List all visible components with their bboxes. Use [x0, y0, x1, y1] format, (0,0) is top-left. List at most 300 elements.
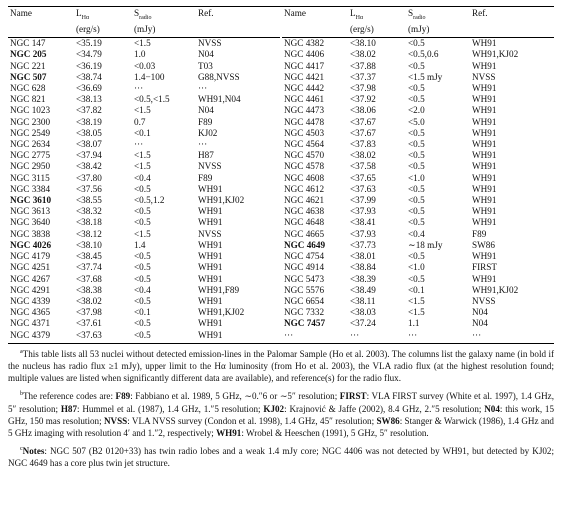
halpha-luminosity-cell: <38.01 [350, 251, 376, 262]
reference-cell: KJ02 [198, 127, 218, 138]
table-row [282, 285, 554, 296]
table-row [8, 128, 280, 139]
table-row [8, 139, 280, 150]
halpha-luminosity-cell: <37.37 [350, 71, 376, 82]
radio-flux-cell: <0.5,<1.5 [134, 94, 170, 105]
table-row [282, 128, 554, 139]
table-row [8, 318, 280, 329]
table-row [8, 173, 280, 184]
radio-flux-cell: <1.5 [408, 307, 425, 318]
reference-cell: T03 [198, 60, 213, 71]
left-header-row [8, 7, 280, 37]
left-table-column [8, 7, 280, 341]
table-row [8, 61, 280, 72]
galaxy-name-cell: NGC 7457 [284, 318, 326, 329]
radio-flux-cell: 1.0 [134, 49, 146, 60]
reference-cell: WH91 [198, 329, 223, 340]
table-grid [8, 7, 554, 341]
galaxy-name-cell: NGC 4339 [10, 295, 51, 306]
table-row [8, 49, 280, 60]
galaxy-name-cell: NGC 628 [10, 83, 46, 94]
radio-flux-cell: <0.1 [134, 307, 151, 318]
radio-flux-cell: <0.5 [408, 60, 425, 71]
reference-cell: WH91 [472, 139, 497, 150]
galaxy-name-cell: NGC 205 [10, 49, 47, 60]
halpha-luminosity-cell: <37.94 [76, 150, 102, 161]
note-c: $^c$Notes: NGC 507 (B2 0120+33) has twin radio lobes and a weak 1.4 mJy core; NGC 4406 was not detected by WH91, but detected by KJ02; NGC 4649 has a core plus twin jet structure. [8, 446, 554, 469]
galaxy-name-cell: NGC 2634 [10, 139, 51, 150]
radio-flux-cell: <0.5 [408, 150, 425, 161]
reference-code: F89 [115, 391, 131, 402]
reference-cell: NVSS [198, 228, 222, 239]
table-row [8, 229, 280, 240]
reference-cell: N04 [472, 318, 488, 329]
table-row [282, 38, 554, 49]
radio-flux-cell: <0.5 [134, 262, 151, 273]
halpha-luminosity-cell: <37.58 [350, 161, 376, 172]
reference-code: FIRST [339, 391, 367, 402]
galaxy-name-cell: NGC 2775 [10, 150, 51, 161]
reference-cell: WH91 [472, 94, 497, 105]
reference-cell: WH91 [472, 60, 497, 71]
radio-flux-cell: <0.5 [408, 94, 425, 105]
halpha-luminosity-cell: <38.18 [76, 217, 102, 228]
col-header-name: Name [10, 8, 32, 18]
radio-flux-cell: <0.5 [408, 251, 425, 262]
table-row [282, 72, 554, 83]
halpha-luminosity-cell: <37.67 [350, 116, 376, 127]
galaxy-name-cell: NGC 3610 [10, 195, 52, 206]
reference-cell: WH91 [472, 251, 497, 262]
radio-flux-cell: <1.0 [408, 262, 425, 273]
radio-flux-cell: <0.4 [134, 284, 151, 295]
bottom-rule [8, 343, 554, 344]
halpha-luminosity-cell: <37.61 [76, 318, 102, 329]
reference-code: H87 [60, 403, 78, 414]
halpha-luminosity-cell: <36.19 [76, 60, 102, 71]
halpha-luminosity-cell: <38.11 [350, 295, 376, 306]
note-a: $^a$This table lists all 53 nuclei without detected emission-lines in the Palomar Sample (Ho et al. 2003). The columns list the galaxy name (in bold if the nucleus has radio flux ≥1 mJy), upper limit to the Hα luminosity (from Ho et al. 2003), the VLA radio flux (at the highest resolution found; multiple values are listed when significantly different data are available), and reference(s) for the radio flux. [8, 348, 554, 384]
table-row [8, 184, 280, 195]
galaxy-name-cell: NGC 3613 [10, 206, 51, 217]
table-row [8, 94, 280, 105]
halpha-luminosity-cell: <38.39 [350, 273, 376, 284]
table-row [8, 285, 280, 296]
galaxy-name-cell: NGC 4612 [284, 183, 325, 194]
galaxy-name-cell: NGC 4406 [284, 49, 325, 60]
galaxy-name-cell: NGC 4026 [10, 239, 52, 250]
radio-flux-cell: <0.5 [408, 183, 425, 194]
reference-cell: WH91 [472, 116, 497, 127]
galaxy-name-cell: NGC 2950 [10, 161, 51, 172]
radio-flux-cell: <0.5 [408, 273, 425, 284]
galaxy-name-cell: NGC 6654 [284, 295, 325, 306]
right-header-row [282, 7, 554, 37]
galaxy-name-cell: NGC 221 [10, 60, 46, 71]
reference-cell: G88,NVSS [198, 71, 240, 82]
radio-flux-cell: 1.4−100 [134, 71, 165, 82]
table-row [282, 173, 554, 184]
halpha-luminosity-cell: <38.02 [76, 295, 102, 306]
galaxy-name-cell: NGC 507 [10, 71, 47, 82]
radio-flux-cell: ··· [134, 83, 144, 94]
galaxy-name-cell: ··· [284, 329, 294, 340]
galaxy-name-cell: NGC 4665 [284, 228, 325, 239]
reference-cell: WH91 [472, 206, 497, 217]
reference-cell: N04 [198, 49, 214, 60]
reference-cell: WH91 [198, 239, 223, 250]
col-header-ref: Ref. [198, 8, 214, 18]
reference-cell: ··· [472, 329, 482, 340]
galaxy-name-cell: NGC 4473 [284, 105, 325, 116]
radio-flux-cell: <1.5 [134, 38, 151, 49]
reference-code: N04 [484, 403, 500, 414]
table-row [282, 139, 554, 150]
halpha-luminosity-cell: ··· [350, 329, 360, 340]
reference-cell: WH91 [198, 206, 223, 217]
table-row [282, 150, 554, 161]
reference-cell: WH91 [472, 195, 497, 206]
table-notes [8, 348, 554, 470]
galaxy-name-cell: NGC 7332 [284, 307, 325, 318]
reference-cell: WH91,KJ02 [198, 307, 245, 318]
galaxy-name-cell: NGC 1023 [10, 105, 51, 116]
reference-cell: WH91 [472, 183, 497, 194]
galaxy-name-cell: NGC 4564 [284, 139, 325, 150]
reference-cell: ··· [198, 139, 208, 150]
radio-flux-cell: <0.5 [134, 318, 151, 329]
reference-cell: ··· [198, 83, 208, 94]
halpha-luminosity-cell: <37.74 [76, 262, 102, 273]
table-row [8, 206, 280, 217]
halpha-luminosity-cell: <37.98 [76, 307, 102, 318]
galaxy-name-cell: NGC 4638 [284, 206, 325, 217]
galaxy-name-cell: NGC 4421 [284, 71, 325, 82]
radio-flux-cell: <0.1 [134, 127, 151, 138]
table-row [282, 318, 554, 329]
radio-flux-cell: <1.5 [134, 105, 151, 116]
halpha-luminosity-cell: <38.06 [350, 105, 376, 116]
col-header-ref: Ref. [472, 8, 488, 18]
halpha-luminosity-cell: <37.83 [350, 139, 376, 150]
galaxy-name-cell: NGC 3115 [10, 172, 50, 183]
table-row [8, 217, 280, 228]
galaxy-name-cell: NGC 3838 [10, 228, 51, 239]
table-row [282, 240, 554, 251]
radio-flux-cell: <0.5 [408, 38, 425, 49]
galaxy-name-cell: NGC 4578 [284, 161, 325, 172]
radio-flux-cell: <0.5 [134, 206, 151, 217]
table-row [282, 206, 554, 217]
radio-flux-cell: 1.4 [134, 239, 146, 250]
reference-cell: NVSS [198, 38, 222, 49]
reference-cell: WH91 [198, 318, 223, 329]
halpha-luminosity-cell: <38.03 [350, 307, 376, 318]
halpha-luminosity-cell: <37.80 [76, 172, 102, 183]
radio-flux-cell: <0.5 [408, 217, 425, 228]
radio-flux-cell: <1.0 [408, 172, 425, 183]
radio-flux-cell: 1.1 [408, 318, 420, 329]
table-row [282, 94, 554, 105]
reference-cell: WH91 [198, 262, 223, 273]
table-row [8, 251, 280, 262]
galaxy-name-cell: NGC 4417 [284, 60, 325, 71]
radio-flux-cell: 0.7 [134, 116, 146, 127]
table-row [8, 330, 280, 341]
radio-flux-cell: <1.5 [134, 161, 151, 172]
table-row [8, 117, 280, 128]
table-row [282, 161, 554, 172]
halpha-luminosity-cell: <38.02 [350, 150, 376, 161]
halpha-luminosity-cell: <37.98 [350, 83, 376, 94]
reference-cell: SW86 [472, 239, 495, 250]
galaxy-name-cell: NGC 4461 [284, 94, 325, 105]
galaxy-name-cell: NGC 2549 [10, 127, 51, 138]
reference-code: WH91 [216, 427, 242, 438]
halpha-luminosity-cell: <35.19 [76, 38, 102, 49]
galaxy-name-cell: NGC 3384 [10, 183, 51, 194]
galaxy-name-cell: NGC 4478 [284, 116, 325, 127]
table-row [8, 38, 280, 49]
galaxy-name-cell: NGC 4251 [10, 262, 51, 273]
radio-flux-cell: <5.0 [408, 116, 425, 127]
radio-flux-cell: <0.5 [408, 161, 425, 172]
reference-cell: WH91,F89 [198, 284, 240, 295]
right-table-column [282, 7, 554, 341]
table-row [282, 83, 554, 94]
halpha-luminosity-cell: <37.88 [350, 60, 376, 71]
radio-flux-cell: <0.5 [134, 295, 151, 306]
radio-flux-cell: <0.5,1.2 [134, 195, 165, 206]
right-table-body [282, 38, 554, 340]
halpha-luminosity-cell: <37.93 [350, 206, 376, 217]
radio-flux-cell: <1.5 [134, 228, 151, 239]
galaxy-name-cell: NGC 4371 [10, 318, 51, 329]
halpha-luminosity-cell: <37.65 [350, 172, 376, 183]
reference-cell: NVSS [198, 161, 222, 172]
halpha-luminosity-cell: <38.55 [76, 195, 102, 206]
galaxy-name-cell: NGC 4648 [284, 217, 325, 228]
table-row [8, 240, 280, 251]
table-row [8, 83, 280, 94]
col-header-sradio: $S_{radio}$ (mJy) [134, 8, 156, 35]
table-row [8, 274, 280, 285]
halpha-luminosity-cell: <38.41 [350, 217, 376, 228]
reference-cell: WH91 [472, 105, 497, 116]
reference-cell: WH91 [472, 161, 497, 172]
halpha-luminosity-cell: <38.42 [76, 161, 102, 172]
radio-flux-cell: <0.5 [134, 183, 151, 194]
galaxy-name-cell: NGC 4914 [284, 262, 325, 273]
halpha-luminosity-cell: <38.12 [76, 228, 102, 239]
galaxy-name-cell: NGC 4754 [284, 251, 325, 262]
table-row [8, 161, 280, 172]
galaxy-name-cell: NGC 4621 [284, 195, 325, 206]
table-row [282, 307, 554, 318]
reference-cell: WH91 [198, 295, 223, 306]
radio-flux-cell: <0.5 [408, 127, 425, 138]
reference-cell: WH91,KJ02 [198, 195, 245, 206]
radio-flux-cell: ··· [134, 139, 144, 150]
table-row [8, 195, 280, 206]
reference-cell: WH91,KJ02 [472, 284, 519, 295]
reference-cell: F89 [472, 228, 487, 239]
galaxy-name-cell: NGC 5473 [284, 273, 325, 284]
galaxy-name-cell: NGC 4365 [10, 307, 51, 318]
note-b-text: F89: Fabbiano et al. 1989, 5 GHz, ∼0.″6 or ∼5″ resolution; FIRST: VLA FIRST survey (White et al. 1997), 1.4 GHz, 5″ resolution; H87: Hummel et al. (1987), 1.4 GHz, 1.″5 resolution; KJ02: Krajnović & Jaffe (2002), 8.4 GHz, 2.″5 resolution; N04: this work, 15 GHz, 150 mas resolution; NVSS: VLA NVSS survey (Condon et al. 1998), 1.4 GHz, 45″ resolution; SW86: Stanger & Warwick (1986), 1.4 GHz and 5 GHz imaging with resolution 4′ and 1.″2, respectively; WH91: Wrobel & Heeschen (1991), 5 GHz, 5″ resolution. [8, 391, 555, 438]
reference-cell: WH91 [198, 183, 223, 194]
galaxy-name-cell: NGC 3640 [10, 217, 51, 228]
left-table-body [8, 38, 280, 340]
halpha-luminosity-cell: <38.32 [76, 206, 102, 217]
reference-cell: WH91 [472, 172, 497, 183]
table-row [8, 296, 280, 307]
galaxy-name-cell: NGC 821 [10, 94, 46, 105]
reference-cell: NVSS [472, 71, 496, 82]
table-row [282, 296, 554, 307]
galaxy-name-cell: NGC 147 [10, 38, 46, 49]
table-row [282, 49, 554, 60]
reference-cell: N04 [198, 105, 214, 116]
reference-cell: WH91 [472, 273, 497, 284]
radio-flux-cell: <0.5 [134, 251, 151, 262]
halpha-luminosity-cell: <38.05 [76, 127, 102, 138]
table-row [282, 217, 554, 228]
col-header-lum: $L_{H\alpha}$ (erg/s) [76, 8, 100, 35]
reference-code: SW86 [376, 415, 400, 426]
col-header-sradio: $S_{radio}$ (mJy) [408, 8, 430, 35]
table-row [282, 61, 554, 72]
radio-flux-cell: ··· [408, 329, 418, 340]
halpha-luminosity-cell: <38.13 [76, 94, 102, 105]
halpha-luminosity-cell: <36.69 [76, 83, 102, 94]
halpha-luminosity-cell: <38.02 [350, 49, 376, 60]
radio-flux-cell: ∼18 mJy [408, 239, 443, 250]
radio-flux-cell: <2.0 [408, 105, 425, 116]
reference-cell: F89 [198, 172, 213, 183]
table-row [282, 117, 554, 128]
galaxy-name-cell: NGC 4649 [284, 239, 326, 250]
table-row [282, 184, 554, 195]
radio-flux-cell: <1.5 [134, 150, 151, 161]
table-row [8, 307, 280, 318]
halpha-luminosity-cell: <38.49 [350, 284, 376, 295]
halpha-luminosity-cell: <38.38 [76, 284, 102, 295]
table-row [8, 72, 280, 83]
galaxy-name-cell: NGC 4267 [10, 273, 51, 284]
table-row [282, 262, 554, 273]
reference-cell: WH91 [472, 127, 497, 138]
left-data-table [8, 7, 280, 341]
reference-cell: WH91 [198, 273, 223, 284]
right-data-table [282, 7, 554, 341]
galaxy-name-cell: NGC 4382 [284, 38, 325, 49]
table-row [282, 195, 554, 206]
reference-cell: H87 [198, 150, 214, 161]
radio-flux-cell: <0.5 [408, 206, 425, 217]
table-row [282, 105, 554, 116]
galaxy-name-cell: NGC 4442 [284, 83, 325, 94]
halpha-luminosity-cell: <37.93 [350, 228, 376, 239]
halpha-luminosity-cell: <37.63 [350, 183, 376, 194]
halpha-luminosity-cell: <38.19 [76, 116, 102, 127]
radio-flux-cell: <0.5 [408, 83, 425, 94]
table-row [282, 330, 554, 341]
halpha-luminosity-cell: <37.68 [76, 273, 102, 284]
col-header-name: Name [284, 8, 306, 18]
reference-cell: NVSS [472, 295, 496, 306]
galaxy-name-cell: NGC 4570 [284, 150, 325, 161]
halpha-luminosity-cell: <38.10 [76, 239, 102, 250]
halpha-luminosity-cell: <37.82 [76, 105, 102, 116]
table-row [282, 274, 554, 285]
radio-flux-cell: <0.03 [134, 60, 156, 71]
galaxy-name-cell: NGC 4503 [284, 127, 325, 138]
radio-flux-cell: <0.5 [408, 139, 425, 150]
halpha-luminosity-cell: <37.99 [350, 195, 376, 206]
reference-cell: N04 [472, 307, 488, 318]
reference-cell: WH91,N04 [198, 94, 241, 105]
halpha-luminosity-cell: <38.10 [350, 38, 376, 49]
radio-flux-cell: <1.5 [408, 295, 425, 306]
table-row [8, 150, 280, 161]
radio-flux-cell: <0.5 [134, 217, 151, 228]
reference-cell: WH91,KJ02 [472, 49, 519, 60]
galaxy-name-cell: NGC 4291 [10, 284, 51, 295]
reference-cell: WH91 [472, 150, 497, 161]
reference-code: KJ02 [263, 403, 285, 414]
reference-cell: WH91 [472, 83, 497, 94]
radio-flux-cell: <1.5 mJy [408, 71, 443, 82]
reference-cell: WH91 [198, 217, 223, 228]
galaxy-name-cell: NGC 4379 [10, 329, 51, 340]
galaxy-name-cell: NGC 4608 [284, 172, 325, 183]
halpha-luminosity-cell: <38.07 [76, 139, 102, 150]
table-row [8, 105, 280, 116]
reference-cell: F89 [198, 116, 213, 127]
table-row [282, 251, 554, 262]
radio-flux-cell: <0.4 [408, 228, 425, 239]
halpha-luminosity-cell: <38.74 [76, 71, 102, 82]
halpha-luminosity-cell: <37.56 [76, 183, 102, 194]
reference-cell: WH91 [472, 38, 497, 49]
halpha-luminosity-cell: <38.45 [76, 251, 102, 262]
radio-flux-cell: <0.1 [408, 284, 425, 295]
radio-flux-cell: <0.5,0.6 [408, 49, 439, 60]
halpha-luminosity-cell: <38.84 [350, 262, 376, 273]
radio-flux-cell: <0.5 [134, 329, 151, 340]
halpha-luminosity-cell: <37.63 [76, 329, 102, 340]
note-b: $^b$The reference codes are: F89: Fabbiano et al. 1989, 5 GHz, ∼0.″6 or ∼5″ resolution; FIRST: VLA FIRST survey (White et al. 1997), 1.4 GHz, 5″ resolution; H87: Hummel et al. (1987), 1.4 GHz, 1.″5 resolution; KJ02: Krajnović & Jaffe (2002), 8.4 GHz, 2.″5 resolution; N04: this work, 15 GHz, 150 mas resolution; NVSS: VLA NVSS survey (Condon et al. 1998), 1.4 GHz, 45″ resolution; SW86: Stanger & Warwick (1986), 1.4 GHz and 5 GHz imaging with resolution 4′ and 1.″2, respectively; WH91: Wrobel & Heeschen (1991), 5 GHz, 5″ resolution. [8, 391, 555, 438]
halpha-luminosity-cell: <37.92 [350, 94, 376, 105]
reference-cell: WH91 [472, 217, 497, 228]
halpha-luminosity-cell: <37.67 [350, 127, 376, 138]
reference-code: NVSS [103, 415, 128, 426]
radio-flux-cell: <0.5 [408, 195, 425, 206]
galaxy-name-cell: NGC 2300 [10, 116, 51, 127]
galaxy-name-cell: NGC 4179 [10, 251, 51, 262]
table-row [8, 262, 280, 273]
halpha-luminosity-cell: <34.79 [76, 49, 102, 60]
halpha-luminosity-cell: <37.73 [350, 239, 376, 250]
galaxy-name-cell: NGC 5576 [284, 284, 325, 295]
reference-cell: FIRST [472, 262, 498, 273]
table-row [282, 229, 554, 240]
halpha-luminosity-cell: <37.24 [350, 318, 376, 329]
radio-flux-cell: <0.5 [134, 273, 151, 284]
radio-flux-cell: <0.4 [134, 172, 151, 183]
reference-cell: WH91 [198, 251, 223, 262]
